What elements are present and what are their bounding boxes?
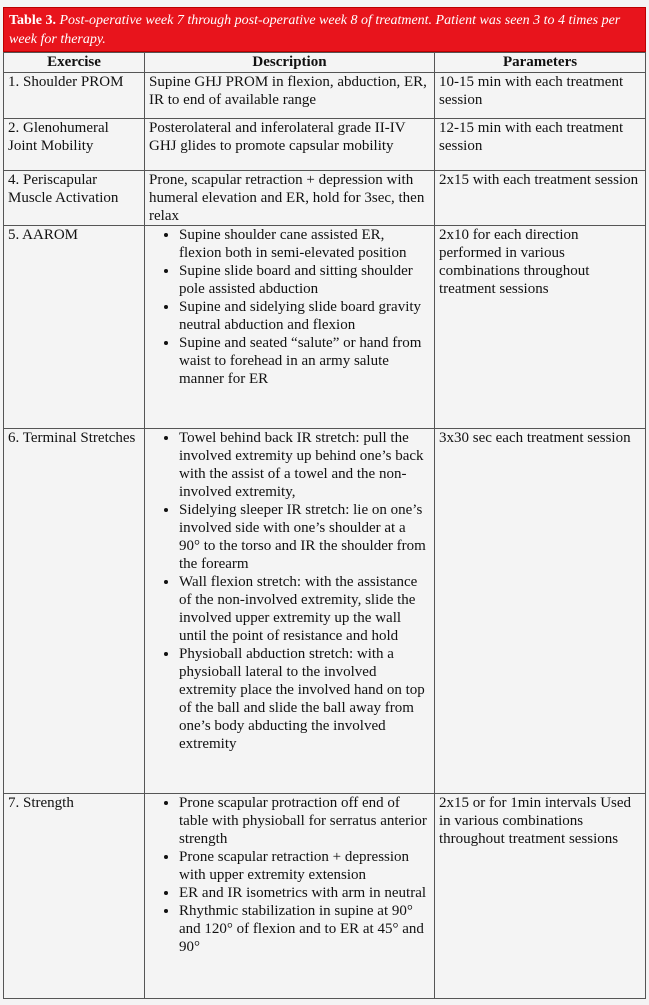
parameters-cell: 2x15 or for 1min intervals Used in various combinations throughout treatment sessions: [435, 794, 646, 999]
header-exercise: Exercise: [4, 53, 145, 73]
description-list: [149, 226, 430, 388]
list-item: • Towel behind back IR stretch: pull the involved extremity up behind one’s back with the assist of a towel and the non-involved extremity,: [179, 429, 430, 501]
description-cell: Prone, scapular retraction + depression with humeral elevation and ER, hold for 3sec, then relax: [145, 171, 435, 226]
header-description: Description: [145, 53, 435, 73]
list-item: • Supine shoulder cane assisted ER, flexion both in semi-elevated position: [179, 226, 430, 262]
caption-text: Post-operative week 7 through post-operative week 8 of treatment. Patient was seen 3 to 4 times per week for therapy.: [9, 13, 621, 47]
exercise-cell: 7. Strength: [4, 794, 145, 999]
parameters-cell: 10-15 min with each treatment session: [435, 73, 646, 119]
table-row: [4, 794, 646, 999]
description-list: [149, 429, 430, 753]
list-item: • Supine and sidelying slide board gravity neutral abduction and flexion: [179, 298, 430, 334]
caption-label: Table 3.: [9, 13, 56, 28]
parameters-cell: 12-15 min with each treatment session: [435, 119, 646, 171]
table-row: [4, 171, 646, 226]
list-item: • Rhythmic stabilization in supine at 90° and 120° of flexion and to ER at 45° and 90°: [179, 902, 430, 956]
list-item: • Physioball abduction stretch: with a physioball lateral to the involved extremity place the involved hand on top of the ball and slide the ball away from one’s body abducting the involved extremity: [179, 645, 430, 753]
exercise-cell: 2. Glenohumeral Joint Mobility: [4, 119, 145, 171]
parameters-cell: 3x30 sec each treatment session: [435, 429, 646, 794]
exercise-cell: 6. Terminal Stretches: [4, 429, 145, 794]
exercise-cell: 5. AAROM: [4, 226, 145, 429]
list-item: • Prone scapular protraction off end of table with physioball for serratus anterior strength: [179, 794, 430, 848]
description-cell: [145, 794, 435, 999]
table-caption: [3, 7, 646, 52]
list-item: • Supine and seated “salute” or hand from waist to forehead in an army salute manner for ER: [179, 334, 430, 388]
exercise-cell: 1. Shoulder PROM: [4, 73, 145, 119]
description-list: [149, 794, 430, 956]
header-parameters: Parameters: [435, 53, 646, 73]
table-row: [4, 73, 646, 119]
table-container: [3, 7, 646, 999]
list-item: • Sidelying sleeper IR stretch: lie on one’s involved side with one’s shoulder at a 90° to the torso and IR the shoulder from the forearm: [179, 501, 430, 573]
header-row: [4, 53, 646, 73]
list-item: • Prone scapular retraction + depression with upper extremity extension: [179, 848, 430, 884]
parameters-cell: 2x10 for each direction performed in various combinations throughout treatment sessions: [435, 226, 646, 429]
parameters-cell: 2x15 with each treatment session: [435, 171, 646, 226]
description-cell: [145, 226, 435, 429]
exercise-cell: 4. Periscapular Muscle Activation: [4, 171, 145, 226]
list-item: • ER and IR isometrics with arm in neutral: [179, 884, 430, 902]
description-cell: [145, 429, 435, 794]
exercise-table: [3, 52, 646, 999]
table-row: [4, 119, 646, 171]
description-cell: Supine GHJ PROM in flexion, abduction, ER, IR to end of available range: [145, 73, 435, 119]
table-row: [4, 226, 646, 429]
list-item: • Wall flexion stretch: with the assistance of the non-involved extremity, slide the involved upper extremity up the wall until the point of resistance and hold: [179, 573, 430, 645]
table-row: [4, 429, 646, 794]
description-cell: Posterolateral and inferolateral grade II-IV GHJ glides to promote capsular mobility: [145, 119, 435, 171]
list-item: • Supine slide board and sitting shoulder pole assisted abduction: [179, 262, 430, 298]
